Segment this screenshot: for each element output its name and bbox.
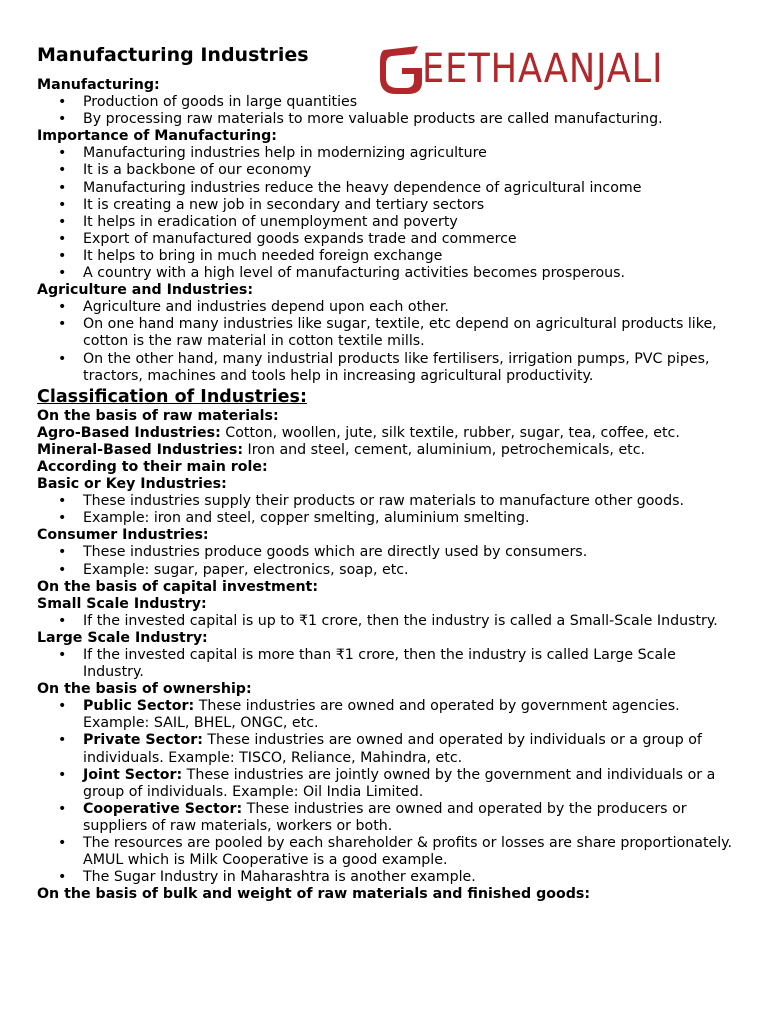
list-item (37, 869, 737, 886)
list-item (37, 299, 737, 316)
bullet-icon: • (58, 316, 67, 333)
bullet-icon: • (58, 647, 67, 663)
bullet-icon: • (58, 698, 67, 715)
bullet-icon: • (58, 111, 67, 128)
list-item-text: These industries produce goods which are directly used by consumers. (83, 544, 588, 561)
list-item-text: These industries supply their products or raw materials to manufacture other goods. (83, 493, 685, 510)
list-item (37, 801, 737, 835)
cooperative-sector-label: Cooperative Sector: (83, 800, 243, 817)
list-small-scale (37, 613, 737, 630)
mineral-based-line (37, 442, 737, 459)
list-ownership (37, 698, 737, 886)
subheading-main-role: According to their main role: (37, 458, 268, 475)
list-item-text: If the invested capital is more than ₹1 crore, then the industry is called Large Scale Industry. (83, 647, 676, 681)
list-item (37, 510, 737, 527)
list-item-text: Production of goods in large quantities (83, 94, 358, 111)
mineral-text: Iron and steel, cement, aluminium, petrochemicals, etc. (243, 441, 646, 458)
bullet-icon: • (58, 835, 67, 852)
list-item-text: It helps in eradication of unemployment and poverty (83, 213, 458, 230)
list-item (37, 231, 737, 248)
list-item (37, 493, 737, 510)
bullet-icon: • (58, 94, 67, 111)
list-item-text: Export of manufactured goods expands trade and commerce (83, 230, 517, 247)
list-item-text: On one hand many industries like sugar, textile, etc depend on agricultural products like, cotton is the raw material in cotton textile mills. (83, 316, 717, 350)
list-item (37, 111, 737, 128)
list-item (37, 562, 737, 579)
list-basic-industries (37, 493, 737, 527)
list-item (37, 835, 737, 869)
bullet-icon: • (58, 732, 67, 749)
list-item-text: The resources are pooled by each shareholder & profits or losses are share proportionately. AMUL which is Milk Cooperative is a good example. (83, 835, 733, 869)
list-item (37, 316, 737, 350)
public-sector-label: Public Sector: (83, 698, 195, 715)
heading-small-scale: Small Scale Industry: (37, 595, 207, 612)
agro-text: Cotton, woollen, jute, silk textile, rubber, sugar, tea, coffee, etc. (220, 424, 680, 441)
list-item-text: The Sugar Industry in Maharashtra is another example. (83, 869, 476, 886)
agro-based-line (37, 425, 737, 442)
heading-consumer-industries: Consumer Industries: (37, 527, 209, 544)
list-item-text: These industries are owned and operated by the producers or suppliers of raw materials, workers or both. (83, 800, 687, 834)
list-consumer-industries (37, 544, 737, 578)
list-item (37, 647, 737, 681)
bullet-icon: • (58, 247, 67, 264)
list-importance (37, 145, 737, 282)
list-item (37, 351, 737, 385)
bullet-icon: • (58, 800, 67, 817)
bullet-icon: • (58, 544, 67, 561)
bullet-icon: • (58, 196, 67, 213)
bullet-icon: • (58, 510, 67, 527)
bullet-icon: • (58, 230, 67, 247)
list-item-text: It is creating a new job in secondary and tertiary sectors (83, 196, 485, 213)
subheading-capital: On the basis of capital investment: (37, 578, 319, 595)
list-item-text: These industries are owned and operated by individuals or a group of individuals. Example: TISCO, Reliance, Mahindra, etc. (83, 732, 702, 766)
list-item-text: Example: sugar, paper, electronics, soap, etc. (83, 561, 409, 578)
list-item-text: If the invested capital is up to ₹1 crore, then the industry is called a Small-Scale Industry. (83, 612, 718, 629)
heading-importance: Importance of Manufacturing: (37, 128, 277, 145)
list-item-text: On the other hand, many industrial products like fertilisers, irrigation pumps, PVC pipes, tractors, machines and tools help in increasing agricultural productivity. (83, 350, 710, 384)
list-large-scale (37, 647, 737, 681)
list-item-text: Manufacturing industries help in modernizing agriculture (83, 145, 487, 162)
list-item (37, 613, 737, 630)
heading-manufacturing: Manufacturing: (37, 77, 160, 93)
subheading-ownership: On the basis of ownership: (37, 681, 252, 698)
document-page (37, 43, 737, 903)
list-item (37, 767, 737, 801)
subheading-bulk-weight: On the basis of bulk and weight of raw materials and finished goods: (37, 886, 591, 903)
bullet-icon: • (58, 145, 67, 162)
list-item (37, 248, 737, 265)
subheading-raw-materials: On the basis of raw materials: (37, 407, 279, 424)
list-item-text: These industries are jointly owned by the government and individuals or a group of individuals. Example: Oil India Limited. (83, 766, 716, 800)
bullet-icon: • (58, 766, 67, 783)
joint-sector-label: Joint Sector: (83, 766, 183, 783)
list-item-text: Agriculture and industries depend upon each other. (83, 299, 449, 316)
bullet-icon: • (58, 869, 67, 886)
bullet-icon: • (58, 561, 67, 578)
list-item (37, 145, 737, 162)
list-item-text: These industries are owned and operated by government agencies. Example: SAIL, BHEL, ONGC, etc. (83, 698, 680, 732)
list-item (37, 698, 737, 732)
list-manufacturing (37, 94, 737, 128)
list-item (37, 197, 737, 214)
list-item-text: By processing raw materials to more valuable products are called manufacturing. (83, 111, 663, 128)
list-item-text: A country with a high level of manufacturing activities becomes prosperous. (83, 265, 626, 282)
heading-classification: Classification of Industries: (37, 386, 307, 407)
document-body (37, 77, 737, 903)
list-agriculture (37, 299, 737, 384)
list-item-text: Example: iron and steel, copper smelting, aluminium smelting. (83, 510, 530, 527)
bullet-icon: • (58, 299, 67, 316)
list-item (37, 94, 737, 111)
list-item (37, 180, 737, 197)
list-item (37, 544, 737, 561)
list-item-text: It is a backbone of our economy (83, 162, 312, 179)
logo-wordmark: EETHAANJALI (422, 46, 664, 92)
list-item-text: It helps to bring in much needed foreign exchange (83, 247, 443, 264)
bullet-icon: • (58, 493, 67, 510)
list-item (37, 162, 737, 179)
list-item (37, 732, 737, 766)
heading-basic-industries: Basic or Key Industries: (37, 476, 227, 493)
bullet-icon: • (58, 350, 67, 367)
heading-large-scale: Large Scale Industry: (37, 629, 208, 646)
heading-agriculture: Agriculture and Industries: (37, 282, 254, 299)
bullet-icon: • (58, 213, 67, 230)
bullet-icon: • (58, 612, 67, 629)
bullet-icon: • (58, 265, 67, 282)
mineral-label: Mineral-Based Industries: (37, 441, 244, 458)
bullet-icon: • (58, 162, 67, 179)
list-item (37, 214, 737, 231)
agro-label: Agro-Based Industries: (37, 424, 221, 441)
list-item (37, 265, 737, 282)
bullet-icon: • (58, 179, 67, 196)
list-item-text: Manufacturing industries reduce the heavy dependence of agricultural income (83, 179, 642, 196)
private-sector-label: Private Sector: (83, 732, 203, 749)
page-title: Manufacturing Industries (37, 44, 309, 66)
